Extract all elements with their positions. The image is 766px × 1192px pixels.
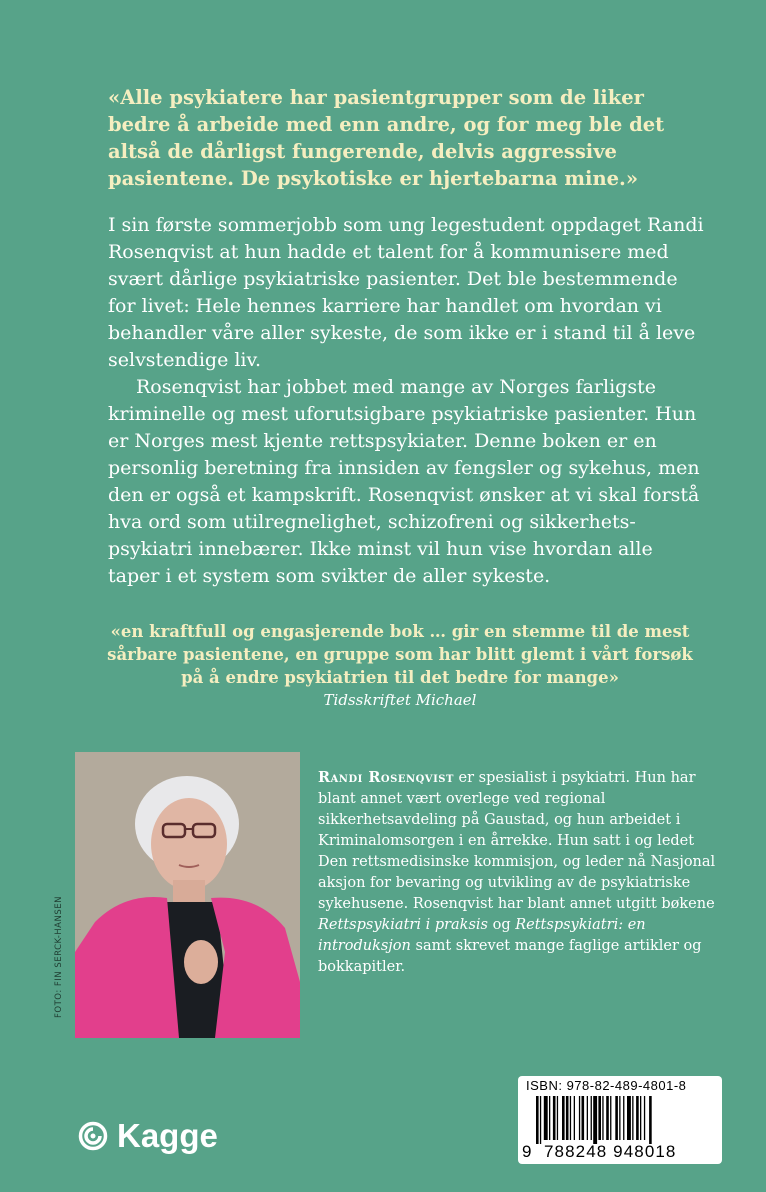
- bio-text-2: og: [488, 917, 516, 933]
- author-name: Randi Rosenqvist: [318, 769, 454, 786]
- barcode-bars: [536, 1096, 712, 1144]
- book-title-2: Rettspsykiatri: en introduksjon: [318, 917, 646, 954]
- author-photo: [75, 752, 300, 1038]
- barcode-bar: [610, 1096, 611, 1140]
- barcode-bar: [591, 1096, 592, 1140]
- kagge-spiral-icon: [78, 1121, 108, 1151]
- author-bio: [318, 767, 728, 978]
- barcode-digits: 788248 948018: [544, 1142, 677, 1161]
- book-title-1: Rettspsykiatri i praksis: [318, 917, 488, 933]
- barcode-bar: [582, 1096, 585, 1140]
- barcode-bar: [649, 1096, 652, 1144]
- barcode-bar: [644, 1096, 645, 1140]
- barcode-bar: [536, 1096, 539, 1144]
- barcode-bar: [557, 1096, 558, 1140]
- photo-credit: FOTO: FIN SERCK-HANSEN: [54, 896, 64, 1018]
- review-quote: [100, 620, 700, 712]
- blurb-text: [108, 212, 708, 590]
- barcode-bar: [615, 1096, 618, 1140]
- barcode-bar: [619, 1096, 620, 1140]
- blurb-paragraph-1: I sin første sommerjobb som ung legestudent oppdaget Randi Rosenqvist at hun hadde et talent for å kommunisere med svært dårlige psykiatriske pasienter. Det ble bestemmende for livet: Hele hennes karriere har handlet om hvordan vi behandler våre aller sykeste, de som ikke er i stand til å leve selvstendige liv.: [108, 214, 704, 371]
- review-source: Tidsskriftet Michael: [323, 691, 477, 709]
- barcode-bar: [632, 1096, 633, 1140]
- barcode-bar: [598, 1096, 601, 1140]
- publisher-logo: [78, 1117, 218, 1155]
- barcode-bar: [574, 1096, 575, 1140]
- barcode-bar: [562, 1096, 565, 1140]
- barcode-bar: [579, 1096, 580, 1140]
- barcode-bar: [593, 1096, 597, 1144]
- publisher-name: Kagge: [117, 1117, 218, 1154]
- barcode-bar: [570, 1096, 571, 1140]
- bio-text-1: er spesialist i psykiatri. Hun har blant annet vært overlege ved regional sikkerhetsavdeling på Gaustad, og hun arbeidet i Kriminalomsorgen i en årrekke. Hun satt i og ledet Den rettsmedisinske kommisjon, og leder nå Nasjonal aksjon for bevaring og utvikling av de psykiatriske sykehusene. Rosenqvist har blant annet utgitt bøkene: [318, 770, 716, 912]
- barcode-digit-first: 9: [522, 1142, 532, 1161]
- barcode-bar: [623, 1096, 624, 1140]
- barcode-bar: [540, 1096, 541, 1144]
- barcode-bar: [602, 1096, 603, 1140]
- barcode-bar: [549, 1096, 550, 1140]
- barcode-bar: [636, 1096, 639, 1140]
- review-text: «en kraftfull og engasjerende bok … gir en stemme til de mest sårbare pasientene, en gruppe som har blitt glemt i vårt forsøk på å endre psykiatrien til det bedre for mange»: [107, 622, 693, 687]
- barcode-bar: [566, 1096, 569, 1140]
- blurb-paragraph-2: Rosenqvist har jobbet med mange av Norges farligste kriminelle og mest uforutsigbare psykiatriske pasienter. Hun er Norges mest kjente rettspsykiater. Denne boken er en personlig beretning fra innsiden av fengsler og sykehus, men den er også et kampskrift. Rosenqvist ønsker at vi skal forstå hva ord som utilregnelighet, schizofreni og sikkerhets-psykiatri innebærer. Ikke minst vil hun vise hvordan alle taper i et system som svikter de aller sykeste.: [108, 376, 700, 587]
- pull-quote: «Alle psykiatere har pasientgrupper som de liker bedre å arbeide med enn andre, og for meg ble det altså de dårligst fungerende, delvis aggressive pasientene. De psykotiske er hjertebarna mine.»: [108, 86, 665, 190]
- bio-text-3: samt skrevet mange faglige artikler og bokkapitler.: [318, 938, 702, 975]
- isbn-barcode: [518, 1076, 722, 1164]
- isbn-label: ISBN: 978-82-489-4801-8: [526, 1078, 687, 1093]
- barcode-bar: [627, 1096, 631, 1140]
- barcode-bar: [553, 1096, 556, 1140]
- barcode-bar: [606, 1096, 609, 1140]
- barcode-bar: [544, 1096, 548, 1140]
- barcode-bar: [587, 1096, 588, 1140]
- barcode-bar: [640, 1096, 641, 1140]
